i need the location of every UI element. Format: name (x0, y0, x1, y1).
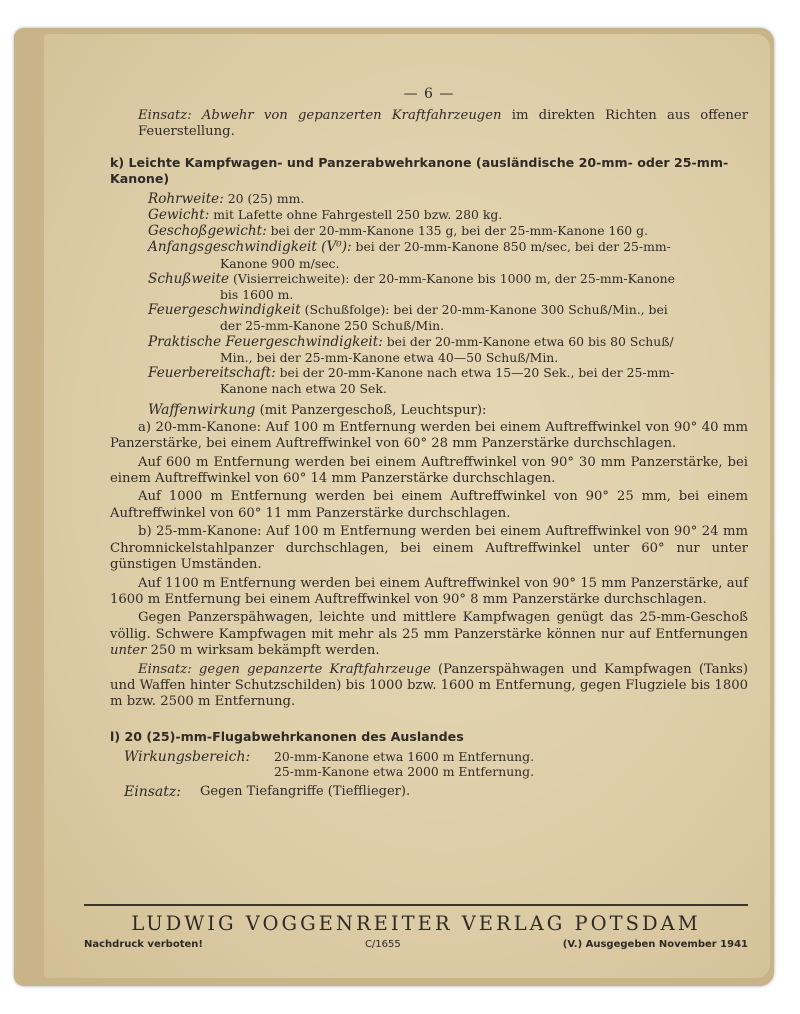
use-paragraph (110, 662, 748, 711)
use-italic: gegen gepanzerte Kraftfahrzeuge (198, 661, 431, 677)
armor-text-after: 250 m wirksam bekämpft werden. (150, 643, 380, 659)
print-code: C/1655 (364, 939, 401, 950)
spec-label: Feuergeschwindigkeit (148, 302, 301, 319)
spec-label: Feuerbereitschaft: (148, 365, 276, 382)
section-l-title: l) 20 (25)-mm-Flugabwehrkanonen des Auslandes (110, 728, 464, 744)
aa-use-label: Einsatz: (124, 783, 181, 800)
range-row (110, 749, 748, 780)
spec-list (110, 191, 748, 397)
use-text: (Panzerspähwagen und Kampfwagen (Tanks) und Waffen hinter Schutzschilden) bis 1000 bzw. 1600 m Entfernung, gegen Flugziele bis 1800 m bzw. 2500 m Entfernung. (110, 661, 749, 710)
intro-text: Abwehr von gepanzerten Kraftfahrzeugen (201, 108, 502, 123)
spec-text: bei der 20-mm-Kanone 850 m/sec, bei der 25-mm- (355, 239, 671, 255)
document-page (44, 34, 770, 978)
spec-item (148, 239, 748, 270)
effect-paragraph: Auf 600 m Entfernung werden bei einem Auftreffwinkel von 90° 30 mm Panzerstärke, bei einem Auftreffwinkel von 60° 14 mm Panzerstärke durchschlagen. (110, 454, 748, 487)
intro-rest: im direkten Richten aus offener Feuerstellung. (138, 108, 748, 140)
spec-item (148, 191, 748, 207)
effect-paragraph: b) 25-mm-Kanone: Auf 100 m Entfernung werden bei einem Auftreffwinkel von 90° 24 mm Chromnickelstahlpanzer durchschlagen, bei einem Auftreffwinkel unter 60° nur unter günstigen Umständen. (110, 524, 748, 573)
spec-text: (Schußfolge): bei der 20-mm-Kanone 300 Schuß/Min., bei (304, 302, 668, 318)
effect-label: Waffenwirkung (148, 402, 256, 419)
aa-use-row (110, 784, 748, 800)
spec-continuation: bis 1600 m. (220, 287, 294, 303)
page-content (110, 86, 748, 800)
effect-heading (110, 402, 748, 419)
spec-text: (Visierreichweite): der 20-mm-Kanone bis 1000 m, der 25-mm-Kanone (233, 270, 675, 286)
spec-continuation: Min., bei der 25-mm-Kanone etwa 40—50 Schuß/Min. (220, 349, 559, 365)
spec-label: Schußweite (148, 270, 230, 287)
spec-item (148, 223, 748, 239)
effect-text: (mit Panzergeschoß, Leuchtspur): (259, 403, 487, 419)
intro-label: Einsatz: (138, 108, 192, 123)
armor-unter: unter (110, 643, 147, 659)
spec-text: bei der 20-mm-Kanone nach etwa 15—20 Sek., bei der 25-mm- (279, 365, 675, 381)
spec-label: Gewicht: (148, 207, 210, 224)
spec-item (148, 207, 748, 223)
spec-item (148, 334, 748, 365)
spec-label: Rohrweite: (148, 190, 224, 207)
spec-text: mit Lafette ohne Fahrgestell 250 bzw. 280 kg. (213, 207, 503, 223)
publisher-name: LUDWIG VOGGENREITER VERLAG POTSDAM (131, 912, 701, 935)
page-number: — 6 — (403, 86, 455, 102)
range-label: Wirkungsbereich: (124, 748, 251, 765)
spec-label: Praktische Feuergeschwindigkeit: (148, 333, 383, 350)
spec-continuation: Kanone 900 m/sec. (220, 255, 340, 271)
reprint-notice: Nachdruck verboten! (84, 939, 203, 950)
aa-use-text: Gegen Tiefangriffe (Tiefflieger). (200, 783, 411, 799)
footer-row (84, 939, 748, 950)
spec-text: 20 (25) mm. (227, 190, 305, 206)
effect-paragraph: Auf 1100 m Entfernung werden bei einem Auftreffwinkel von 90° 15 mm Panzerstärke, auf 1600 m Entfernung bei einem Auftreffwinkel von 90° 8 mm Panzerstärke durchschlagen. (110, 575, 748, 607)
range-value: 20-mm-Kanone etwa 1600 m Entfernung. (274, 748, 535, 764)
intro-paragraph (110, 108, 748, 141)
range-value: 25-mm-Kanone etwa 2000 m Entfernung. (274, 764, 535, 780)
range-values (274, 749, 534, 780)
spec-text: bei der 20-mm-Kanone etwa 60 bis 80 Schuß/ (386, 333, 674, 349)
spec-continuation: Kanone nach etwa 20 Sek. (220, 381, 387, 397)
spec-label: Geschoßgewicht: (148, 223, 267, 240)
use-label: Einsatz: (138, 661, 192, 677)
spec-item (148, 302, 748, 333)
spec-label: Anfangsgeschwindigkeit (V⁰): (148, 239, 352, 256)
spec-text: bei der 20-mm-Kanone 135 g, bei der 25-mm-Kanone 160 g. (270, 223, 648, 239)
armor-paragraph (110, 610, 748, 659)
effect-paragraph: a) 20-mm-Kanone: Auf 100 m Entfernung werden bei einem Auftreffwinkel von 90° 40 mm Panzerstärke, bei einem Auftreffwinkel von 60° 28 mm Panzerstärke durchschlagen. (110, 419, 748, 452)
spec-continuation: der 25-mm-Kanone 250 Schuß/Min. (220, 318, 445, 334)
spec-item (148, 365, 748, 396)
page-footer (84, 904, 748, 950)
section-k-title: k) Leichte Kampfwagen- und Panzerabwehrkanone (ausländische 20-mm- oder 25-mm-Kanone) (110, 154, 729, 186)
armor-text-before: Gegen Panzerspähwagen, leichte und mittlere Kampfwagen genügt das 25-mm-Geschoß völlig. Schwere Kampfwagen mit mehr als 25 mm Panzerstärke können nur auf Entfernungen (110, 610, 748, 642)
edition-notice: (V.) Ausgegeben November 1941 (562, 939, 748, 950)
effect-paragraph: Auf 1000 m Entfernung werden bei einem Auftreffwinkel von 90° 25 mm, bei einem Auftreffwinkel von 60° 11 mm Panzerstärke durchschlagen. (110, 489, 748, 521)
spec-item (148, 271, 748, 302)
